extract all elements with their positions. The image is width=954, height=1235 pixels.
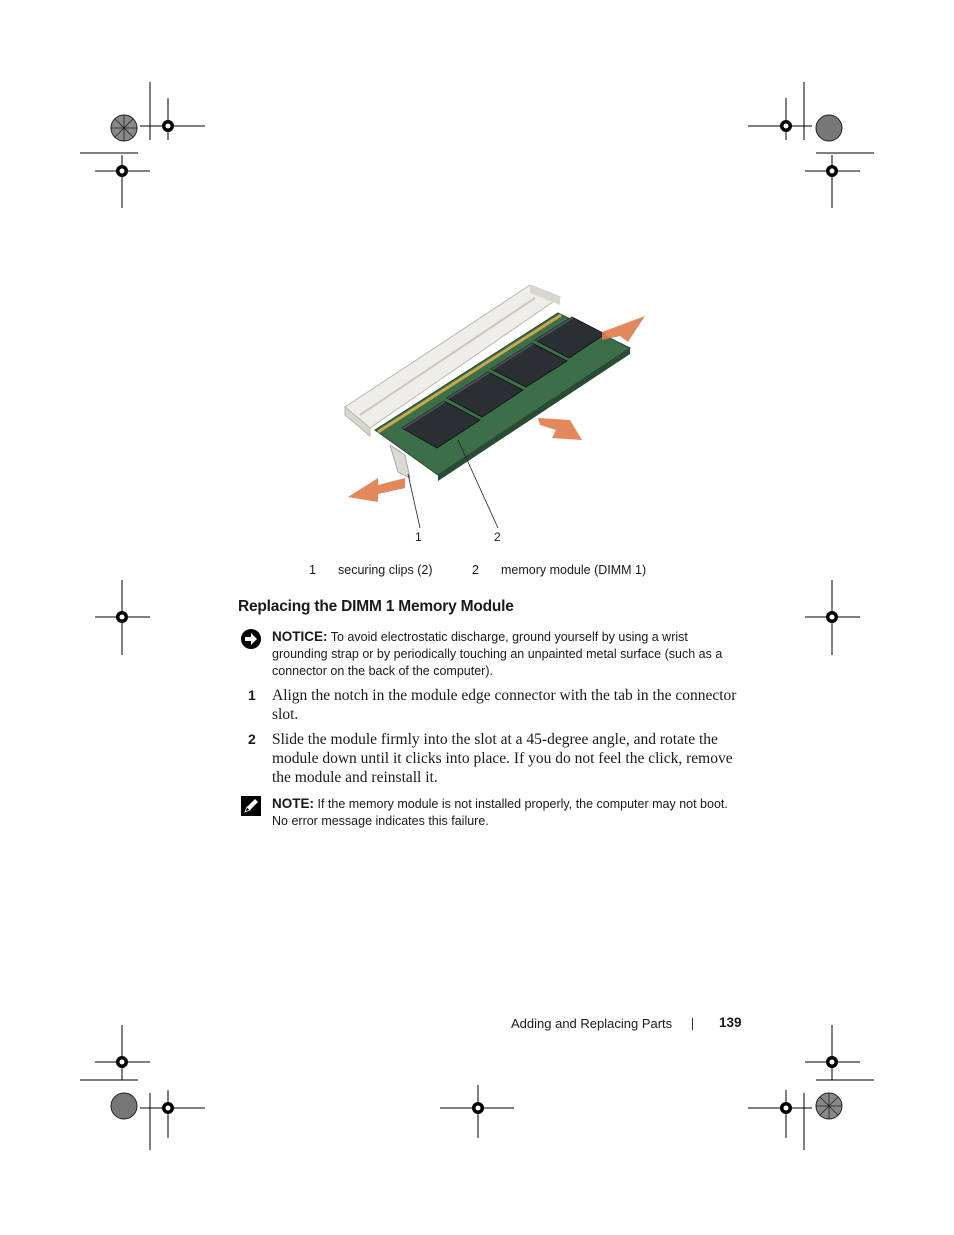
legend-label-1: securing clips (2) [338,563,433,577]
step-1-text: Align the notch in the module edge connector with the tab in the connector slot. [272,687,737,723]
notice-icon [240,628,262,650]
notice-text [272,628,740,680]
step-2 [248,730,738,787]
legend-label-2: memory module (DIMM 1) [501,563,647,577]
legend-num-1: 1 [309,563,316,577]
callout-2: 2 [494,530,501,544]
note-body: If the memory module is not installed properly, the computer may not boot. No error message indicates this failure. [272,797,728,828]
footer-chapter-title: Adding and Replacing Parts [511,1016,673,1031]
section-heading: Replacing the DIMM 1 Memory Module [238,598,514,615]
page-number: 139 [719,1015,742,1030]
step-1 [248,686,738,724]
note-text [272,795,740,830]
footer-separator [692,1018,693,1030]
step-2-number: 2 [248,731,256,747]
step-1-number: 1 [248,687,256,703]
pencil-note-icon [240,795,262,817]
notice-block [240,628,740,680]
note-block [240,795,740,830]
legend-num-2: 2 [472,563,479,577]
memory-module-illustration [330,280,660,550]
notice-label: NOTICE: [272,629,328,644]
note-label: NOTE: [272,796,314,811]
step-2-text: Slide the module firmly into the slot at a 45-degree angle, and rotate the module down until it clicks into place. If you do not feel the click, remove the module and reinstall it. [272,731,733,786]
notice-body: To avoid electrostatic discharge, ground yourself by using a wrist grounding strap or by periodically touching an unpainted metal surface (such as a connector on the back of the computer). [272,630,723,678]
callout-1: 1 [415,530,422,544]
